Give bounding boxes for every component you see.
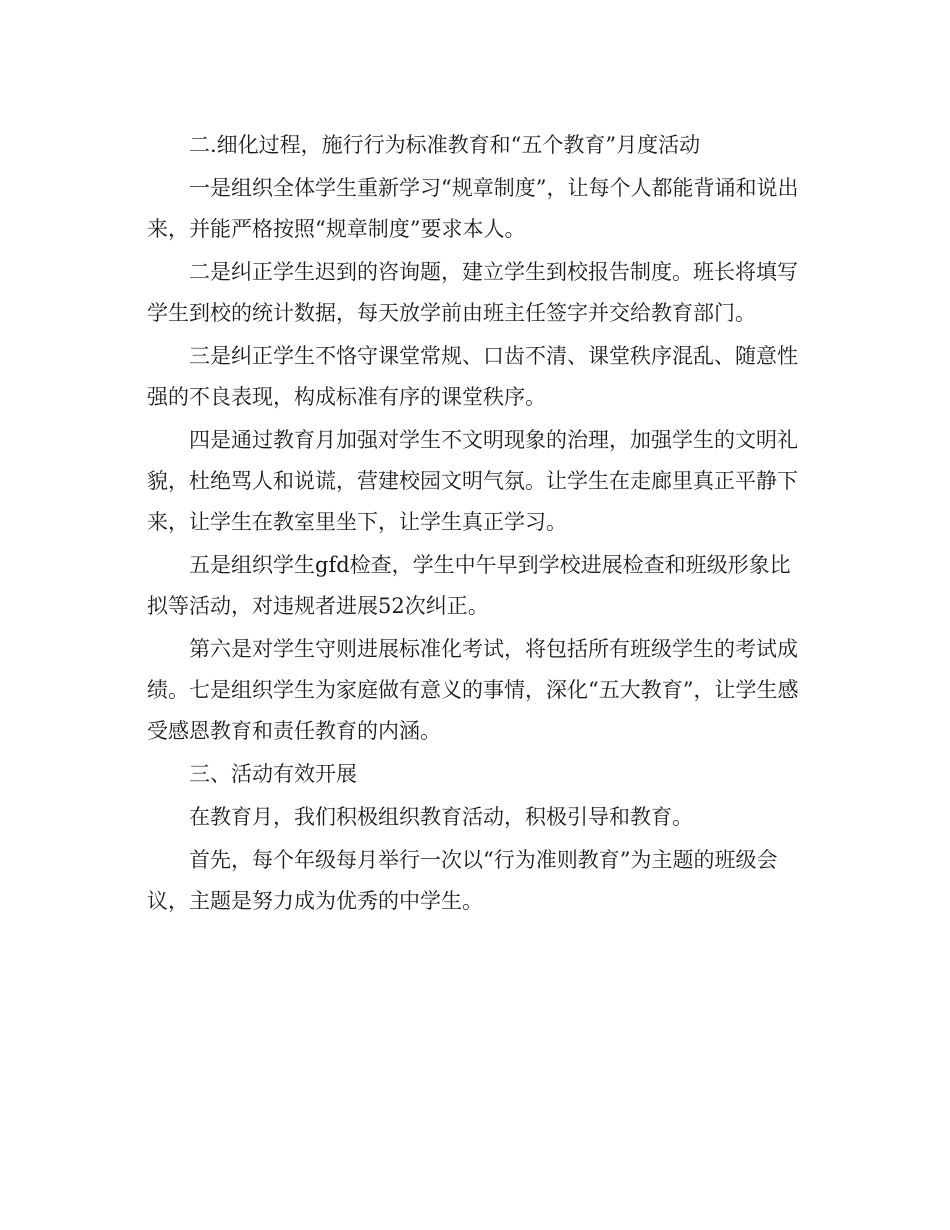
paragraph-item-6: 第六是对学生守则进展标准化考试，将包括所有班级学生的考试成绩。七是组织学生为家庭做有意义的事情，深化“五大教育”，让学生感受感恩教育和责任教育的内涵。 <box>147 637 799 743</box>
paragraph-item-4: 四是通过教育月加强对学生不文明现象的治理，加强学生的文明礼貌，杜绝骂人和说谎，营建校园文明气氛。让学生在走廊里真正平静下来，让学生在教室里坐下，让学生真正学习。 <box>147 428 798 534</box>
paragraph-intro: 在教育月，我们积极组织教育活动，积极引导和教育。 <box>189 805 693 829</box>
paragraph-item-3: 三是纠正学生不恪守课堂常规、口齿不清、课堂秩序混乱、随意性强的不良表现，构成标准有序的课堂秩序。 <box>147 344 798 409</box>
paragraph-first: 首先，每个年级每月举行一次以“行为准则教育”为主题的班级会议，主题是努力成为优秀的中学生。 <box>147 848 778 913</box>
document-body <box>147 125 807 924</box>
section-heading-2: 二.细化过程，施行行为标准教育和“五个教育”月度活动 <box>189 133 701 157</box>
section-heading-3: 三、活动有效开展 <box>189 762 357 786</box>
paragraph-item-5: 五是组织学生gfd检查，学生中午早到学校进展检查和班级形象比拟等活动，对违规者进展52次纠正。 <box>147 553 791 618</box>
paragraph-item-1: 一是组织全体学生重新学习“规章制度”，让每个人都能背诵和说出来，并能严格按照“规章制度”要求本人。 <box>147 176 799 241</box>
paragraph-item-2: 二是纠正学生迟到的咨询题，建立学生到校报告制度。班长将填写学生到校的统计数据，每天放学前由班主任签字并交给教育部门。 <box>147 260 798 325</box>
